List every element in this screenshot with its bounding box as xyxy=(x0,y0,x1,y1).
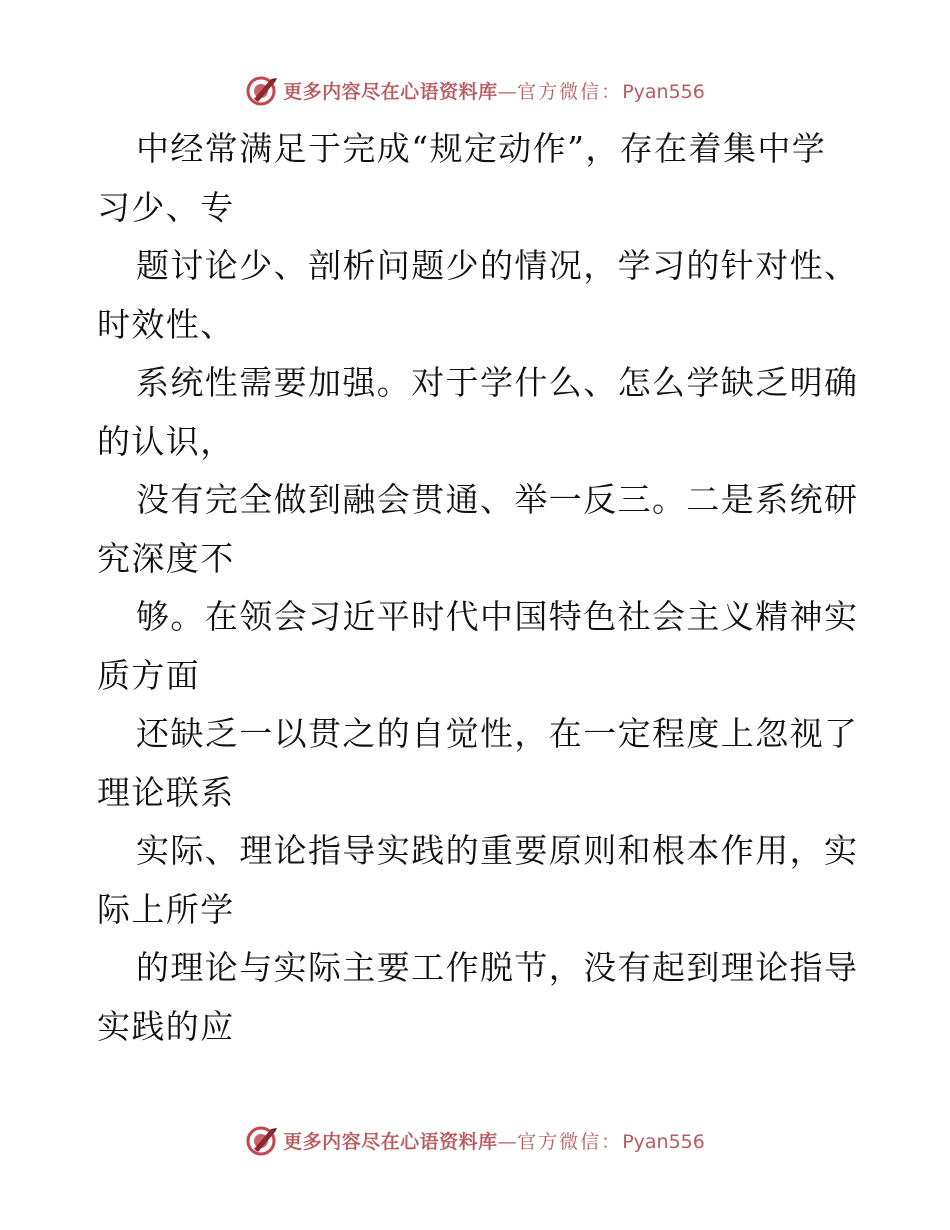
text-line: 际上所学 xyxy=(97,889,235,929)
text-line: 时效性、 xyxy=(97,304,235,344)
text-line: 实践的应 xyxy=(97,1006,235,1046)
text-line: 还缺乏一以贯之的自觉性，在一定程度上忽视了 xyxy=(136,714,859,753)
watermark-site-text: 更多内容尽在心语资料库 xyxy=(283,1130,498,1153)
text-line: 没有完全做到融会贯通、举一反三。二是系统研 xyxy=(136,480,859,519)
pen-logo-icon xyxy=(245,73,279,107)
watermark-account: Pyan556 xyxy=(622,80,705,103)
header-watermark xyxy=(0,70,950,110)
pen-logo-icon xyxy=(245,1123,279,1157)
document-body xyxy=(97,120,857,1056)
footer-watermark xyxy=(0,1120,950,1160)
watermark-text xyxy=(283,1127,705,1154)
text-line: 系统性需要加强。对于学什么、怎么学缺乏明确 xyxy=(136,363,859,402)
watermark-account: Pyan556 xyxy=(622,1130,705,1153)
watermark-text xyxy=(283,77,705,104)
text-line: 中经常满足于完成“规定动作”，存在着集中学 xyxy=(136,129,827,168)
text-line: 的理论与实际主要工作脱节，没有起到理论指导 xyxy=(136,948,859,987)
watermark-site-text: 更多内容尽在心语资料库 xyxy=(283,80,498,103)
text-line: 的认识， xyxy=(97,421,235,461)
watermark-separator: — xyxy=(497,80,518,103)
text-line: 理论联系 xyxy=(97,772,235,812)
watermark-wechat-label: 官方微信： xyxy=(517,1130,623,1153)
text-line: 实际、理论指导实践的重要原则和根本作用，实 xyxy=(136,831,859,870)
text-line: 究深度不 xyxy=(97,538,235,578)
text-line: 习少、专 xyxy=(97,187,235,227)
watermark-separator: — xyxy=(497,1130,518,1153)
text-line: 质方面 xyxy=(97,655,201,695)
text-line: 够。在领会习近平时代中国特色社会主义精神实 xyxy=(136,597,859,636)
watermark-wechat-label: 官方微信： xyxy=(517,80,623,103)
text-line: 题讨论少、剖析问题少的情况，学习的针对性、 xyxy=(136,246,859,285)
